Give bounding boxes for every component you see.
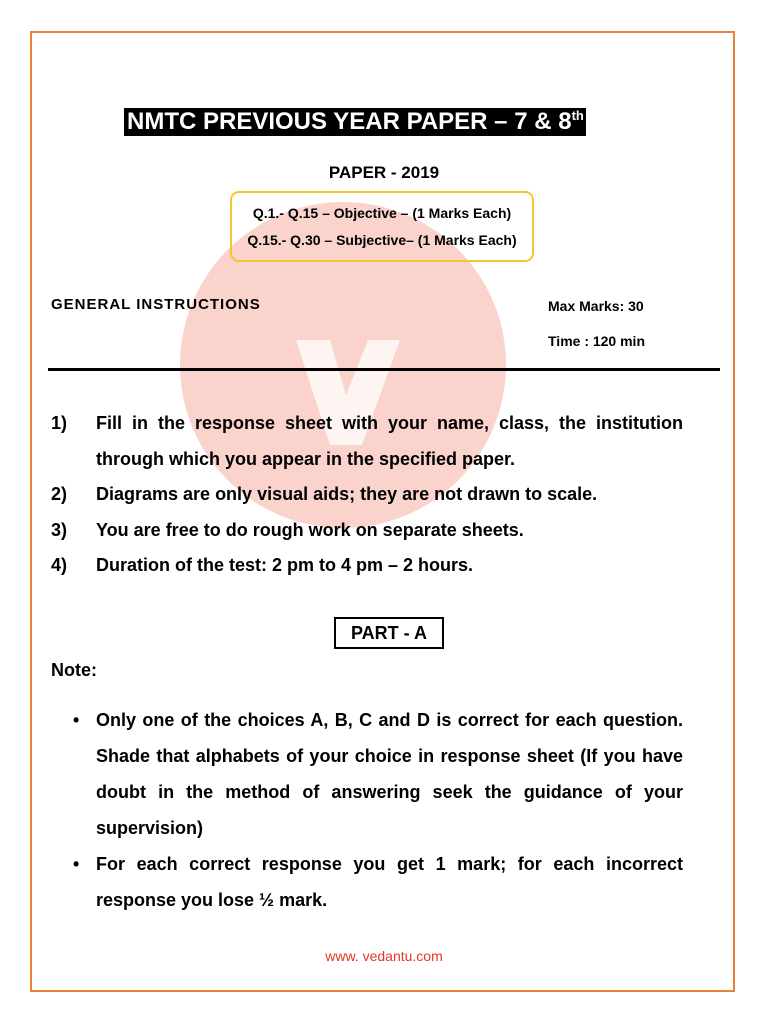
- general-instructions-heading: GENERAL INSTRUCTIONS: [51, 296, 261, 313]
- instruction-item: 1) Fill in the response sheet with your name, class, the institution through which you appear in the specified paper.: [51, 413, 683, 469]
- part-a-heading: PART - A: [334, 617, 444, 649]
- instruction-item: 4) Duration of the test: 2 pm to 4 pm – 2 hours.: [51, 555, 474, 575]
- question-info-box: [230, 191, 534, 262]
- notes-list: [51, 702, 683, 918]
- bullet-icon: •: [73, 854, 80, 874]
- paper-title: NMTC PREVIOUS YEAR PAPER – 7 & 8th: [124, 108, 586, 136]
- paper-year: PAPER - 2019: [328, 163, 440, 182]
- note-label: Note:: [51, 660, 97, 680]
- question-info-line-subjective: Q.15.- Q.30 – Subjective– (1 Marks Each): [247, 231, 517, 248]
- time-limit: Time : 120 min: [548, 333, 646, 349]
- footer-url[interactable]: www. vedantu.com: [325, 948, 443, 964]
- note-item: • Only one of the choices A, B, C and D is correct for each question. Shade that alphabets of your choice in response sheet (If you have doubt in the method of answering seek the guidance of your supervision): [51, 702, 683, 846]
- instruction-item: 2) Diagrams are only visual aids; they are not drawn to scale.: [51, 484, 598, 504]
- max-marks: Max Marks: 30: [548, 298, 644, 314]
- instruction-item: 3) You are free to do rough work on separate sheets.: [51, 519, 524, 540]
- note-item: • For each correct response you get 1 mark; for each incorrect response you lose ½ mark.: [51, 846, 683, 918]
- question-info-line-objective: Q.1.- Q.15 – Objective – (1 Marks Each): [252, 204, 512, 221]
- bullet-icon: •: [73, 710, 80, 730]
- instructions-list: [51, 406, 683, 584]
- divider: [48, 368, 720, 371]
